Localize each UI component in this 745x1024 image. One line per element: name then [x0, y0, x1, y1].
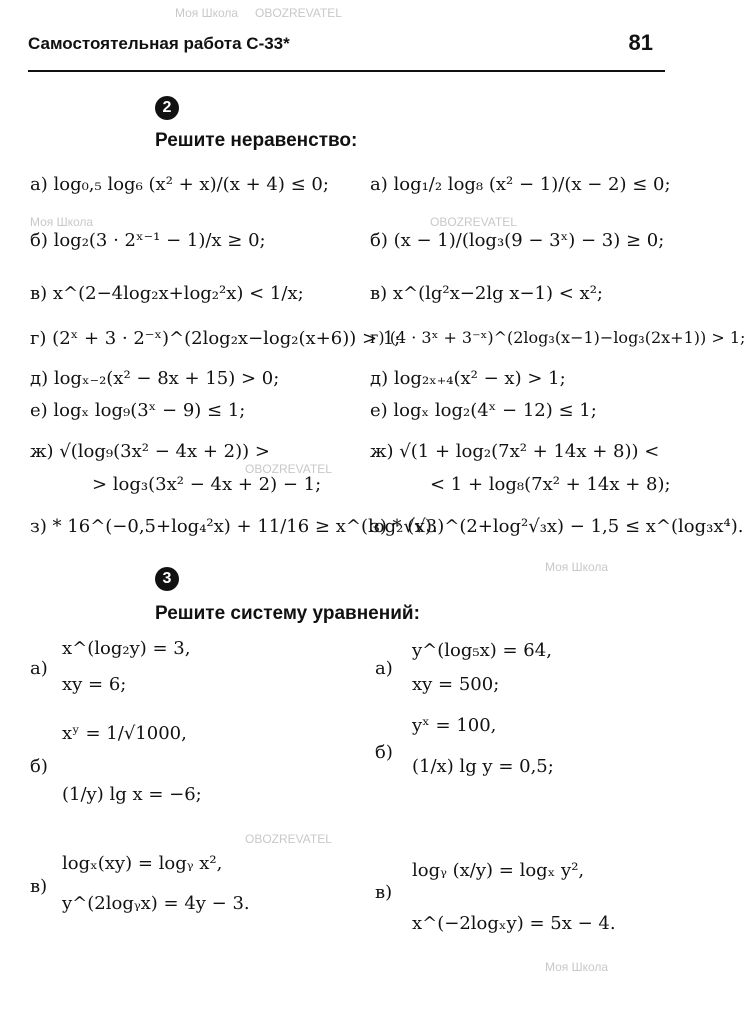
watermark: Моя Школа	[175, 6, 239, 20]
watermark: OBOZREVATEL	[245, 832, 332, 846]
watermark: Моя Школа	[545, 960, 609, 974]
system-left-b-label: б)	[30, 756, 48, 777]
ineq-right-g1: ж) √(1 + log₂(7x² + 14x + 8)) <	[370, 441, 660, 462]
system-right-c-label: в)	[375, 882, 393, 903]
section3-task: Решите систему уравнений:	[155, 603, 420, 624]
ineq-left-a: а) log₀,₅ log₆ (x² + x)/(x + 4) ≤ 0;	[30, 174, 329, 195]
ineq-right-f: е) logₓ log₂(4ˣ − 12) ≤ 1;	[370, 400, 597, 421]
system-left-a-line2: xy = 6;	[62, 674, 127, 695]
ineq-left-b: б) log₂(3 · 2ˣ⁻¹ − 1)/x ≥ 0;	[30, 230, 266, 251]
system-left-a-label: а)	[30, 658, 48, 679]
ineq-right-a: а) log₁/₂ log₈ (x² − 1)/(x − 2) ≤ 0;	[370, 174, 671, 195]
system-right-b-line2: (1/x) lg y = 0,5;	[412, 756, 554, 777]
system-right-b-line1: yˣ = 100,	[412, 715, 497, 736]
system-right-c-line1: logᵧ (x/y) = logₓ y²,	[412, 860, 585, 881]
system-left-b-line1: xʸ = 1/√1000,	[62, 723, 187, 744]
system-right-b-label: б)	[375, 742, 393, 763]
ineq-right-h: з) * (√3)^(2+log²√₃x) − 1,5 ≤ x^(log₃x⁴).	[370, 516, 744, 537]
ineq-left-d: г) (2ˣ + 3 · 2⁻ˣ)^(2log₂x−log₂(x+6)) > 1;	[30, 328, 401, 349]
ineq-right-g2: < 1 + log₈(7x² + 14x + 8);	[430, 474, 671, 495]
ineq-left-c: в) x^(2−4log₂x+log₂²x) < 1/x;	[30, 283, 304, 304]
ineq-left-e: д) logₓ₋₂(x² − 8x + 15) > 0;	[30, 368, 280, 389]
ineq-right-d: г) (4 · 3ˣ + 3⁻ˣ)^(2log₃(x−1)−log₃(2x+1)) > 1;	[370, 328, 745, 347]
header-title: Самостоятельная работа С-33*	[28, 34, 290, 53]
watermark: OBOZREVATEL	[430, 215, 517, 229]
watermark: Моя Школа	[30, 215, 94, 229]
section2-task: Решите неравенство:	[155, 130, 358, 151]
ineq-left-f: е) logₓ log₉(3ˣ − 9) ≤ 1;	[30, 400, 246, 421]
watermark: OBOZREVATEL	[255, 6, 342, 20]
header-rule	[28, 70, 665, 72]
ineq-right-e: д) log₂ₓ₊₄(x² − x) > 1;	[370, 368, 566, 389]
system-right-c-line2: x^(−2logₓy) = 5x − 4.	[412, 913, 616, 934]
system-left-c-line2: y^(2logᵧx) = 4y − 3.	[62, 893, 250, 914]
system-left-b-line2: (1/y) lg x = −6;	[62, 784, 202, 805]
system-right-a-line1: y^(log₅x) = 64,	[412, 640, 552, 661]
section-number-2: 2	[155, 96, 179, 120]
ineq-left-g2: > log₃(3x² − 4x + 2) − 1;	[92, 474, 322, 495]
system-left-a-line1: x^(log₂y) = 3,	[62, 638, 191, 659]
system-right-a-line2: xy = 500;	[412, 674, 500, 695]
ineq-left-g1: ж) √(log₉(3x² − 4x + 2)) >	[30, 441, 270, 462]
ineq-right-b: б) (x − 1)/(log₃(9 − 3ˣ) − 3) ≥ 0;	[370, 230, 665, 251]
watermark: Моя Школа	[545, 560, 609, 574]
system-left-c-line1: logₓ(xy) = logᵧ x²,	[62, 853, 223, 874]
page-number: 81	[628, 30, 653, 55]
ineq-right-c: в) x^(lg²x−2lg x−1) < x²;	[370, 283, 603, 304]
system-right-a-label: а)	[375, 658, 393, 679]
watermark: OBOZREVATEL	[245, 462, 332, 476]
ineq-left-h: з) * 16^(−0,5+log₄²x) + 11/16 ≥ x^(log₂√x).	[30, 516, 438, 537]
system-left-c-label: в)	[30, 876, 48, 897]
section-number-3: 3	[155, 567, 179, 591]
